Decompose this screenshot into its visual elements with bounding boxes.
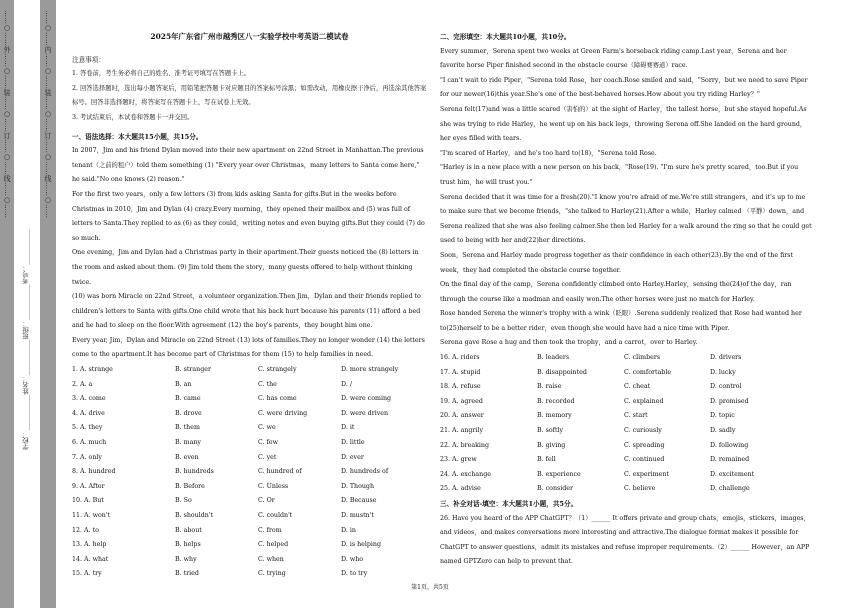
option-choice: D. following [710,441,749,449]
passage-paragraph: Rose handed Serena the winner's trophy with a wink（眨眼）.Serena suddenly realized that Rose had wanted her to(25)herself to be a better rider，even though she would have had a nice time with Piper. [440,310,802,332]
option-choice: 18. A. refuse [440,383,481,391]
passage-paragraph: In 2007，Jim and his friend Dylan moved into their new apartment on 22nd Street in Manhattan.The previous tenant（之前的租户）told them something (1) "Every year over Christmas，many letters to Santa come here," he said."No one knows (2) reason." [72,147,424,184]
option-choice: B. disappointed [537,368,587,376]
option-choice: D. sadly [710,427,736,435]
option-choice: 3. A. come [72,395,106,403]
option-choice: D. Because [341,497,377,505]
option-choice: B. shouldn't [175,512,214,519]
option-choice: 10. A. But [72,497,104,505]
option-choice: 5. A. they [72,424,103,432]
option-choice: C. has come [258,395,297,403]
inner-seal-line: ……○……内……○……装……○……订……○……线……○…… [44,10,52,218]
option-choice: 22. A. breaking [440,441,490,449]
option-choice: D. were driven [341,409,389,417]
option-choice: B. came [175,395,201,403]
option-choice: D. control [710,383,742,391]
option-choice: C. spreading [624,441,665,449]
option-choice: D. hundreds of [341,468,389,476]
passage-paragraph: "I can't wait to ride Piper，"Serena told Rose，her coach.Rose smiled and said，"Sorry，but we need to save Piper for our newer(16)this year.She's one of the best-behaved horses.How about you try riding Harley？" [440,76,808,99]
page-footer: 第1页，共5页 [411,584,449,591]
passage-paragraph: Serena gave Rose a hug and then took the trophy，and a carrot，over to Harley. [440,339,698,347]
passage-paragraph: Serena decided that it was time for a fresh(20)."I know you're afraid of me.We're still strangers，and it's up to me to make sure that we become friends，"she talked to Harley(21).After a while，Harley calmed （平静）down，and Serena realized that she was also feeling calmer.She then led Harley for a walk around the ring so that he could get used to being with her and(22)her directions. [440,193,812,245]
passage-paragraph: For the first two years，only a few letters (3) from kids asking Santa for gifts.But in the weeks before Christmas in 2010，Jim and Dylan (4) crazy.Every morning，they opened their mailbox and (5) was full of letters to Santa.They replied to as (6) as they could，writing notes and even buying gifts.But they could (7) do so much. [72,190,425,242]
section1-options [72,363,427,582]
option-choice: 4. A. drive [72,409,105,417]
passage-paragraph: Serena felt(17)and was a little scared（害怕的）at the sight of Harley，the tallest horse，but she stayed hopeful.As she was trying to ride Harley，he went up on his back legs，throwing Serena off.She landed on the hard ground，her eyes filled with tears. [440,105,807,143]
option-choice: C. climbers [624,354,661,362]
option-choice: C. few [258,439,279,447]
notice-item: 1. 答卷前，考生务必将自己的姓名、准考证号填写在答题卡上。 [72,70,251,78]
option-choice: B. fell [537,456,556,464]
outer-seal-line: ……○……外……○……装……○……订……○……线……○…… [3,10,11,218]
option-choice: 25. A. advise [440,485,481,493]
notice-item: 2. 回答选择题时，选出每小题答案后，用铅笔把答题卡对应题目的答案标号涂黑；如需改动，用橡皮擦干净后，再选涂其他答案标号。回答非选择题时，将答案写在答题卡上，写在试卷上无效。 [72,84,427,107]
option-choice: C. cheat [624,383,651,391]
option-choice: 16. A. riders [440,354,480,362]
option-row [72,567,427,582]
option-choice: B. leaders [537,354,570,362]
binding-margin [0,0,62,608]
option-choice: D. to try [341,570,368,578]
option-choice: D. topic [710,412,735,420]
option-choice: C. couldn't [258,512,293,519]
passage-paragraph: Soon，Serena and Harley made progress together as their confidence in each other(23).By the end of the first week，they had completed the obstacle course together. [440,251,794,274]
option-choice: D. challenge [710,485,750,493]
option-choice: B. raise [537,383,562,391]
option-row [72,465,427,480]
option-choice: C. the [258,380,277,388]
option-choice: D. Though [341,482,375,490]
option-choice: B. consider [537,485,574,493]
notice-heading: 注意事项： [72,55,105,64]
option-choice: B. helps [175,541,201,549]
option-row [72,480,427,495]
option-row [440,482,812,497]
option-row [72,421,427,436]
option-choice: C. strangely [258,366,297,374]
option-choice: B. drove [175,409,202,417]
option-choice: 9. A. After [72,482,105,490]
option-choice: 12. A. to [72,526,99,534]
option-choice: C. trying [258,570,286,578]
exam-title: 2025年广东省广州市越秀区八一实验学校中考英语二模试卷 [150,32,349,41]
option-row [440,380,812,395]
option-choice: C. from [258,526,282,534]
option-choice: B. tried [175,570,199,578]
option-choice: B. them [175,424,200,432]
option-row [440,351,812,366]
option-choice: C. believe [624,485,656,493]
option-choice: D. is helping [341,541,382,549]
option-row [72,451,427,466]
option-choice: 24. A. exchange [440,470,491,478]
passage-paragraph: "I'm scared of Harley，and he's too hard to(18)，"Serena told Rose. [440,149,657,157]
option-choice: D. in [341,526,356,534]
option-choice: C. Unless [258,482,289,490]
passage-paragraph: (10) was born Miracle on 22nd Street，a volunteer organization.Then Jim，Dylan and their friends replied to children's letters to Santa with gifts.One child wrote that his back hurt because his parents (11) afford a bed and he had to sleep on the floor.With agreement (12) the boy's parents，they bought him one. [72,293,421,330]
option-choice: B. many [175,439,201,447]
option-row [72,392,427,407]
section2-options [440,351,812,497]
option-choice: B. giving [537,441,566,449]
option-choice: C. helped [258,541,289,549]
option-choice: D. were coming [341,395,392,403]
passage-paragraph: Every summer，Serena spent two weeks at Green Farm's horseback riding camp.Last year，Serena and her favorite horse Piper finished second in the obstacle course（障碍赛赛道）race. [440,47,787,70]
option-row [440,468,812,483]
option-choice: B. an [175,380,192,388]
option-choice: C. curiously [624,427,662,435]
notice-item: 3. 考试结束后，本试卷和答题卡一并交回。 [72,113,194,121]
option-choice: D. excitement [710,470,755,478]
passage-paragraph: 26. Have you heard of the APP ChatGPT？（1）______ It offers private and group chats，emojis，stickers，images，and videos，and makes conversations more interesting and attractive.The dialogue format makes it possible for ChatGPT to answer questions，admit its mistakes and refuse improper requirements.（2）______ However，an APP named GPTZero can help to prevent that. [440,514,810,566]
option-row [72,494,427,509]
section3-heading: 三、补全对话-填空：本大题共1小题，共5分。 [440,500,578,508]
option-row [72,436,427,451]
option-choice: B. memory [537,412,572,420]
option-row [72,363,427,378]
option-choice: 19. A. agreed [440,397,483,405]
option-row [72,524,427,539]
passage-paragraph: "Harley is in a new place with a new person on his back，"Rose(19). "I'm sure he's pretty scared，too.But if you trust him，he will trust you." [440,164,799,186]
option-choice: B. about [175,526,202,534]
option-choice: 17. A. stupid [440,368,481,376]
option-choice: B. even [175,453,199,461]
option-choice: C. we [258,424,276,432]
option-choice: D. little [341,439,365,447]
option-row [440,395,812,410]
option-choice: 7. A. only [72,453,102,461]
option-choice: B. why [175,555,197,563]
option-choice: D. it [341,424,355,432]
option-choice: 2. A. a [72,380,93,388]
option-choice: D. / [341,380,352,388]
option-choice: D. remained [710,456,750,464]
option-choice: D. who [341,555,364,563]
option-choice: D. promised [710,397,749,405]
left-column [72,30,427,582]
option-choice: 1. A. strange [72,366,113,374]
option-choice: C. experiment [624,470,669,478]
option-row [440,439,812,454]
option-choice: B. stranger [175,366,211,374]
option-row [440,453,812,468]
student-info-fields: 学校：___________姓名：___________班级：___________考号：___________ [22,229,30,450]
passage-paragraph: One evening，Jim and Dylan had a Christmas party in their apartment.Their guests noticed the (8) letters in the room and asked about them. (9) Jim told them the story，many guests offered to help without thinking twice. [72,249,419,286]
option-row [72,509,427,524]
option-choice: C. comfortable [624,368,672,376]
option-choice: 15. A. try [72,570,102,578]
option-choice: C. explained [624,397,664,405]
option-choice: D. drivers [710,354,742,362]
option-row [440,409,812,424]
option-choice: C. continued [624,456,665,464]
option-choice: 21. A. angrily [440,427,484,435]
option-choice: C. Or [258,497,275,505]
option-choice: 14. A. what [72,555,109,563]
option-choice: C. were driving [258,409,308,417]
section2-heading: 二、完形填空：本大题共10小题，共10分。 [440,33,571,41]
option-choice: B. Before [175,482,205,490]
option-row [72,553,427,568]
option-row [72,538,427,553]
option-row [72,378,427,393]
passage-paragraph: On the final day of the camp，Serena confidently climbed onto Harley.Harley，sensing the(24)of the day，ran through the course like a madman and easily won.The other horses were just no match for Harley. [440,281,792,303]
option-choice: 23. A. grew [440,456,477,464]
option-choice: D. ever [341,453,364,461]
option-choice: B. So [175,497,192,505]
option-choice: 11. A. won't [72,512,111,519]
option-row [440,424,812,439]
option-choice: D. mustn't [341,512,374,519]
section1-heading: 一、语法选择：本大题共15小题，共15分。 [72,132,203,141]
option-choice: D. lucky [710,368,736,376]
option-choice: C. yet [258,453,277,461]
option-choice: 8. A. hundred [72,468,116,476]
option-choice: D. more strangely [341,366,399,374]
option-choice: B. softly [537,427,564,435]
option-choice: C. start [624,412,648,420]
option-row [440,366,812,381]
option-choice: B. recorded [537,397,575,405]
option-choice: 13. A. help [72,541,107,549]
option-choice: B. experience [537,470,581,478]
option-choice: B. hundreds [175,468,214,476]
right-column [440,30,812,570]
option-choice: 20. A. answer [440,412,484,420]
option-choice: C. when [258,555,284,563]
passage-paragraph: Every year, Jim，Dylan and Miracle on 22nd Street (13) lots of families.They no longer wonder (14) the letters come to the apartment.It has become part of Christmas for them (15) to help families in need. [72,336,425,359]
option-choice: C. hundred of [258,468,302,476]
option-choice: 6. A. much [72,439,107,447]
option-row [72,407,427,422]
